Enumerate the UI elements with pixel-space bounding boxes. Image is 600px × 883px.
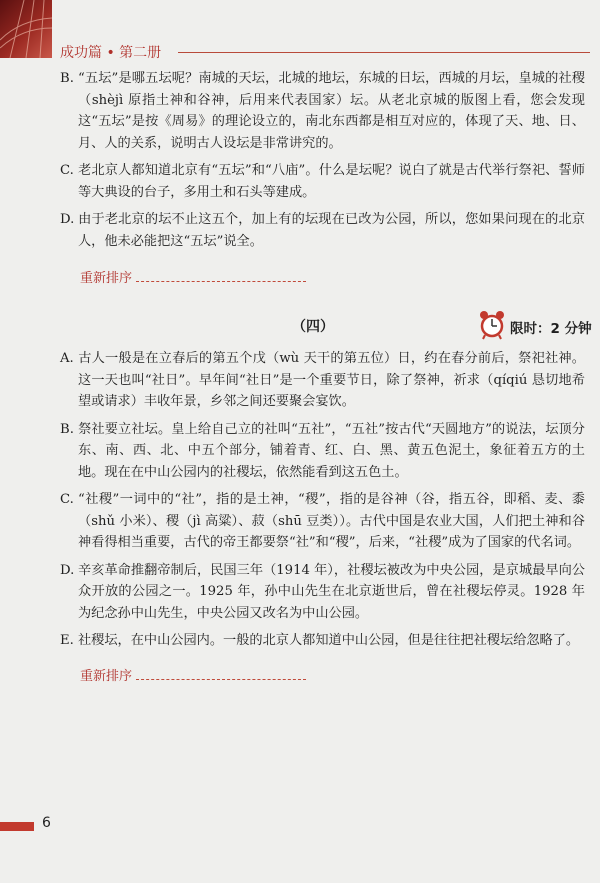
reorder-field[interactable] bbox=[80, 664, 585, 684]
footer-accent-bar bbox=[0, 822, 34, 831]
paragraph-d: D. 由于老北京的坛不止这五个，加上有的坛现在已改为公园，所以，您如果问现在的北京人，他未必能把这“五坛”说全。 bbox=[60, 212, 585, 249]
corner-decoration bbox=[0, 0, 52, 58]
section-4-header bbox=[60, 312, 592, 344]
reorder-answer-line[interactable] bbox=[136, 281, 306, 282]
reorder-label: 重新排序 bbox=[80, 271, 133, 286]
page-number: 6 bbox=[42, 815, 51, 831]
alarm-clock-icon bbox=[478, 310, 506, 340]
section-number: （四） bbox=[292, 319, 334, 335]
page-content bbox=[60, 68, 592, 684]
paragraph-c: C. 老北京人都知道北京有“五坛”和“八庙”。什么是坛呢？说白了就是古代举行祭祀、誓师等大典设的台子，多用土和石头等建成。 bbox=[60, 163, 585, 200]
page-header bbox=[60, 40, 590, 64]
paragraph-b: B. 祭社要立社坛。皇上给自己立的社叫“五社”，“五社”按古代“天圆地方”的说法，坛顶分东、南、西、北、中五个部分，铺着青、红、白、黑、黄五色泥土，象征着五方的土地。现在在中山公园内的社稷坛，依然能看到这五色土。 bbox=[60, 421, 585, 480]
book-title: 成功篇 • 第二册 bbox=[60, 45, 162, 61]
time-limit: 限时：2 分钟 bbox=[510, 321, 592, 337]
header-rule bbox=[178, 52, 590, 53]
lantern-icon bbox=[0, 0, 52, 58]
paragraph-a: A. 古人一般是在立春后的第五个戊（wù 天干的第五位）日，约在春分前后，祭祀社神。这一天也叫“社日”。早年间“社日”是一个重要节日，除了祭神，祈求（qíqiú 恳切地希望或请求）丰收年景，乡邻之间还要聚会宴饮。 bbox=[60, 351, 585, 409]
paragraph-e: E. 社稷坛，在中山公园内。一般的北京人都知道中山公园，但是往往把社稷坛给忽略了。 bbox=[60, 633, 580, 648]
reorder-label: 重新排序 bbox=[80, 668, 133, 684]
paragraph-b: B. “五坛”是哪五坛呢？南城的天坛，北城的地坛，东城的日坛，西城的月坛，皇城的社稷（shèjì 原指土神和谷神，后用来代表国家）坛。从老北京城的版图上看，您会发现这“五坛”是按《周易》的理论设立的，南北东西都是相互对应的，体现了天、地、日、月、人的关系，说明古人设坛是非常讲究的。 bbox=[60, 71, 585, 151]
section-4-items bbox=[60, 348, 585, 652]
reorder-answer-line[interactable] bbox=[136, 679, 306, 680]
paragraph-c: C. “社稷”一词中的“社”，指的是土神，“稷”，指的是谷神（谷，指五谷，即稻、麦、黍（shǔ 小米）、稷（jì 高粱）、菽（shū 豆类））。古代中国是农业大国，人们把土神和谷神看得相当重要，古代的帝王都要祭“社”和“稷”，后来，“社稷”成为了国家的代名词。 bbox=[60, 492, 585, 550]
section-3-items bbox=[60, 68, 585, 252]
reorder-field[interactable] bbox=[80, 266, 585, 286]
paragraph-d: D. 辛亥革命推翻帝制后，民国三年（1914 年），社稷坛被改为中央公园，是京城最早向公众开放的公园之一。1925 年，孙中山先生在北京逝世后，曾在社稷坛停灵。1928 年为纪念孙中山先生，中央公园又改名为中山公园。 bbox=[60, 562, 585, 621]
